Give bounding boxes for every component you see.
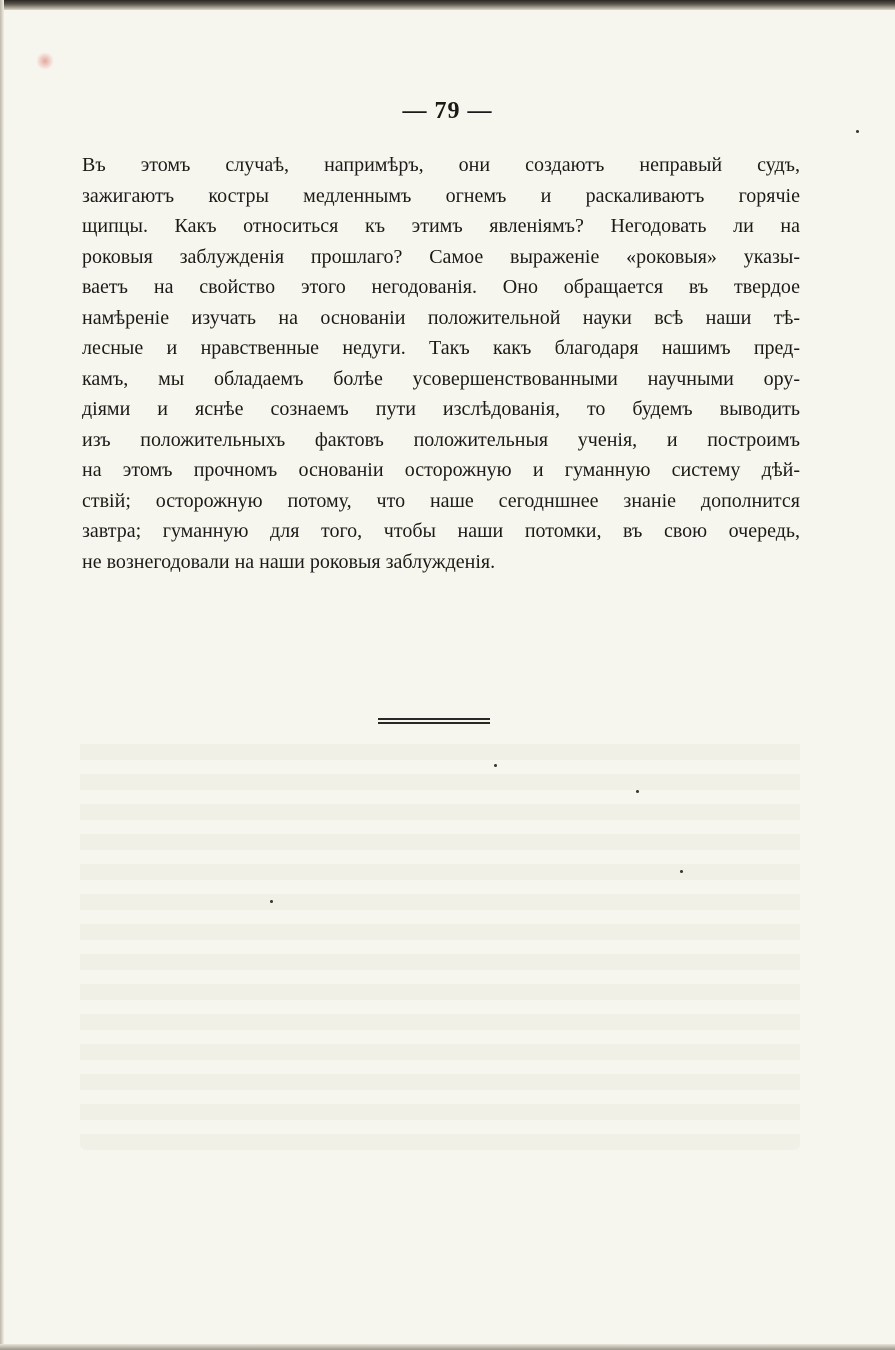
ink-speck (680, 870, 683, 873)
text-line: завтра; гуманную для того, чтобы наши потомки, въ свою очередь, (82, 520, 800, 542)
ink-speck (270, 900, 273, 903)
show-through-area (80, 730, 800, 1150)
text-line: лесные и нравственные недуги. Такъ какъ благодаря нашимъ пред- (82, 337, 800, 359)
page-number: — 79 — (402, 98, 493, 124)
ink-speck (856, 130, 859, 133)
scan-top-edge (0, 0, 895, 10)
paper-stain (36, 52, 54, 70)
text-line: на этомъ прочномъ основаніи осторожную и гуманную систему дѣй- (82, 459, 800, 481)
scan-left-edge (0, 0, 4, 1350)
double-rule-divider (378, 718, 490, 724)
text-line: роковыя заблужденія прошлаго? Самое выраженіе «роковыя» указы- (82, 245, 800, 268)
text-line: изъ положительныхъ фактовъ положительныя ученія, и построимъ (82, 428, 800, 451)
text-line: зажигаютъ костры медленнымъ огнемъ и раскаливаютъ горячіе (82, 184, 800, 207)
text-line: не вознегодовали на наши роковыя заблужденія. (82, 550, 496, 573)
text-line: ствій; осторожную потому, что наше сегодншнее знаніе дополнится (82, 489, 800, 512)
scan-bottom-edge (0, 1344, 895, 1350)
body-paragraph (82, 150, 800, 577)
ink-speck (494, 764, 497, 767)
text-line: камъ, мы обладаемъ болѣе усовершенствованными научными ору- (82, 367, 800, 390)
text-line: щипцы. Какъ относиться къ этимъ явленіямъ? Негодовать ли на (82, 215, 800, 237)
text-line: ваетъ на свойство этого негодованія. Оно обращается въ твердое (82, 276, 800, 298)
text-line: діями и яснѣе сознаемъ пути изслѣдованія, то будемъ выводить (82, 398, 800, 420)
text-line: Въ этомъ случаѣ, напримѣръ, они создаютъ неправый судъ, (82, 154, 800, 176)
ink-speck (636, 790, 639, 793)
text-line: намѣреніе изучать на основаніи положительной науки всѣ наши тѣ- (82, 306, 800, 329)
